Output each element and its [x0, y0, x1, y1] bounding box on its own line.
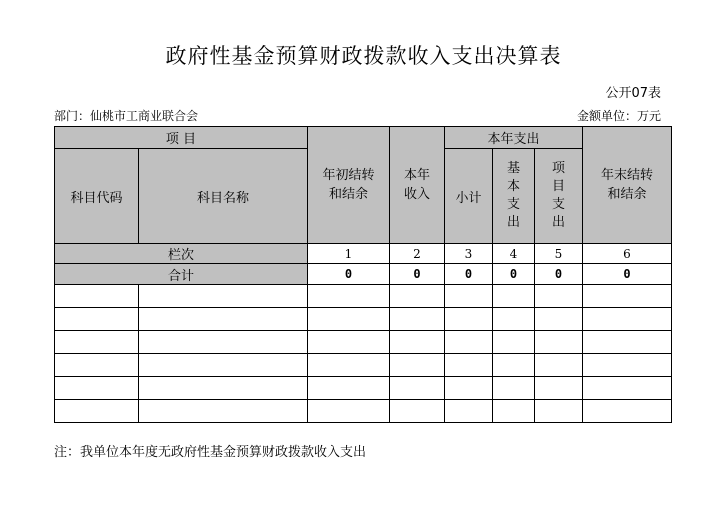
total-value: 0: [493, 264, 535, 285]
header-project-expense: 项 目 支 出: [535, 149, 583, 244]
form-number: 公开07表: [605, 86, 661, 101]
table-row: [55, 400, 672, 423]
table-row: [55, 354, 672, 377]
total-value: 0: [390, 264, 445, 285]
amount-unit-label: 金额单位：万元: [576, 109, 661, 123]
column-number: 1: [308, 244, 390, 264]
header-subject-code: 科目代码: [55, 149, 139, 244]
header-begin-balance: 年初结转 和结余: [308, 127, 390, 244]
total-value: 0: [583, 264, 672, 285]
column-number: 6: [583, 244, 672, 264]
total-value: 0: [535, 264, 583, 285]
department-label: 部门：仙桃市工商业联合会: [54, 109, 199, 123]
header-current-income: 本年 收入: [390, 127, 445, 244]
table-row: [55, 377, 672, 400]
column-number: 2: [390, 244, 445, 264]
header-end-balance: 年末结转 和结余: [583, 127, 672, 244]
report-table: [54, 126, 672, 423]
report-title: 政府性基金预算财政拨款收入支出决算表: [165, 44, 562, 68]
table-row: [55, 331, 672, 354]
column-number: 3: [445, 244, 493, 264]
table-row: [55, 308, 672, 331]
header-project: 项 目: [55, 127, 308, 149]
header-subject-name: 科目名称: [139, 149, 308, 244]
total-value: 0: [445, 264, 493, 285]
column-number: 4: [493, 244, 535, 264]
total-value: 0: [308, 264, 390, 285]
header-current-expense: 本年支出: [445, 127, 583, 149]
footnote: 注：我单位本年度无政府性基金预算财政拨款收入支出: [54, 445, 367, 460]
column-index-label: 栏次: [55, 244, 308, 264]
header-subtotal: 小计: [445, 149, 493, 244]
table-row: [55, 285, 672, 308]
column-number: 5: [535, 244, 583, 264]
header-basic-expense: 基 本 支 出: [493, 149, 535, 244]
total-label: 合计: [55, 264, 308, 285]
